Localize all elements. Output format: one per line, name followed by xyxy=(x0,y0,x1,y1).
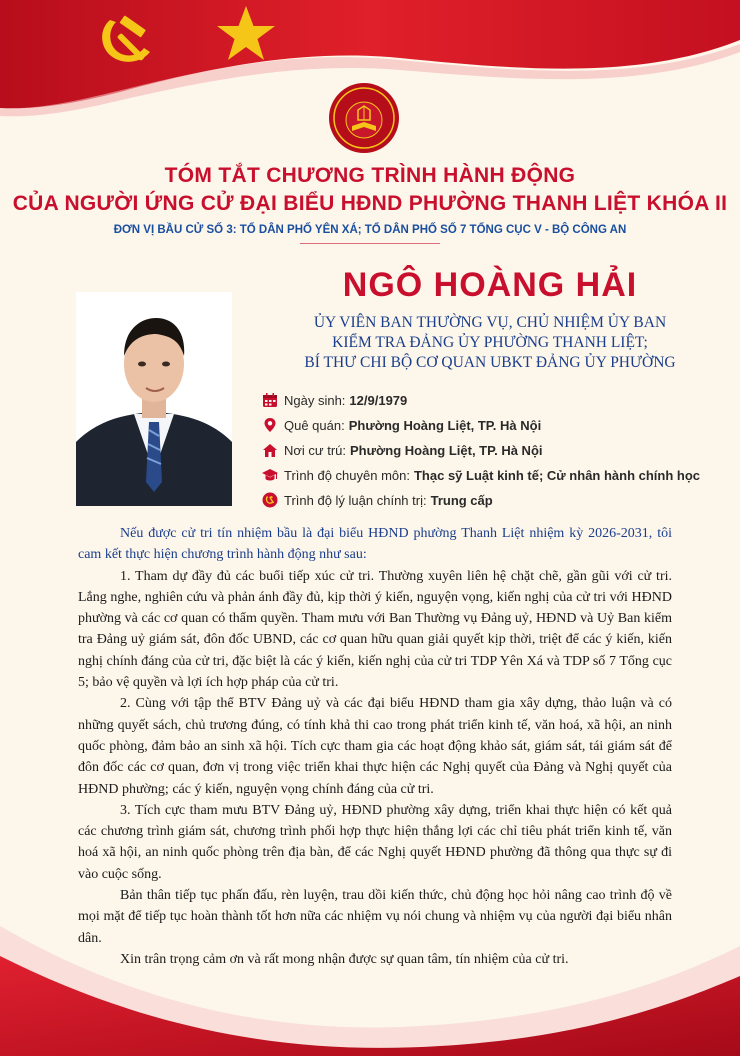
info-row-residence xyxy=(262,440,543,460)
constituency-label: ĐƠN VỊ BẦU CỬ SỐ 3: TỔ DÂN PHỐ YÊN XÁ; TỔ DÂN PHỐ SỐ 7 TỔNG CỤC V - BỘ CÔNG AN xyxy=(113,224,627,236)
info-label: Ngày sinh: xyxy=(284,392,346,408)
program-closing: Xin trân trọng cảm ơn và rất mong nhận được sự quan tâm, tín nhiệm của cử tri. xyxy=(120,951,569,967)
info-row-education xyxy=(262,465,700,485)
info-label: Trình độ chuyên môn: xyxy=(284,467,410,483)
program-item: 2. Cùng với tập thể BTV Đảng uỷ và các đại biểu HĐND tham gia xây dựng, thảo luận và có những quyết sách, chủ trương đúng, có tính khả thi cao trong phát triển kinh tế, văn hoá, xã hội, an ninh quốc phòng, đảm bảo an sinh xã hội. Tích cực tham gia các hoạt động khảo sát, giám sát, tái giám sát để đôn đốc các cơ quan, đơn vị trong việc triển khai thực hiện các Nghị quyết của Đảng và Nghị quyết của HĐND phường; các ý kiến, nguyện vọng chính đáng của cử tri. xyxy=(78,696,672,797)
hammer-sickle-icon xyxy=(262,492,278,508)
program-item: 3. Tích cực tham mưu BTV Đảng uỷ, HĐND phường xây dựng, triển khai thực hiện có kết quả các chương trình giám sát, chương trình phối hợp thực hiện thắng lợi các chỉ tiêu phát triển kinh tế, văn hoá xã hội, an ninh quốc phòng trên địa bàn, để các Nghị quyết HĐND phường đã thông qua thực sự đi vào cuộc sống. xyxy=(78,802,672,882)
program-item: Bản thân tiếp tục phấn đấu, rèn luyện, trau dồi kiến thức, chủ động học hỏi nâng cao trình độ về mọi mặt để tiếp tục hoàn thành tốt hơn nữa các nhiệm vụ nói chung và nhiệm vụ của người đại biểu nhân dân. xyxy=(78,888,672,946)
candidate-name: NGÔ HOÀNG HẢI xyxy=(342,266,638,304)
title-divider xyxy=(300,243,440,244)
candidate-position-line: ỦY VIÊN BAN THƯỜNG VỤ, CHỦ NHIỆM ỦY BAN xyxy=(313,314,667,331)
info-value: Phường Hoàng Liệt, TP. Hà Nội xyxy=(350,442,543,458)
document-title-line-1: TÓM TẮT CHƯƠNG TRÌNH HÀNH ĐỘNG xyxy=(164,164,576,187)
info-row-birthdate xyxy=(262,390,407,410)
calendar-icon xyxy=(262,392,278,408)
info-value: Trung cấp xyxy=(430,492,493,508)
location-pin-icon xyxy=(262,417,278,433)
info-value: Thạc sỹ Luật kinh tế; Cử nhân hành chính học xyxy=(413,467,701,483)
info-label: Quê quán: xyxy=(284,417,345,433)
info-value: 12/9/1979 xyxy=(349,392,408,408)
hammer-sickle-emblem xyxy=(96,12,170,68)
info-value: Phường Hoàng Liệt, TP. Hà Nội xyxy=(348,417,542,433)
info-row-hometown xyxy=(262,415,541,435)
program-item: 1. Tham dự đầy đủ các buổi tiếp xúc cử tri. Thường xuyên liên hệ chặt chẽ, gần gũi với cử tri. Lắng nghe, nghiên cứu và phản ánh đầy đủ, kịp thời ý kiến, nguyện vọng, kiến nghị của cử tri với HĐND phường và các cơ quan có thẩm quyền. Tham mưu với Ban Thường vụ Đảng uỷ, HĐND và Uỷ Ban kiểm tra Đảng uỷ giám sát, đôn đốc UBND, các cơ quan hữu quan giải quyết kịp thời, triệt để các ý kiến, kiến nghị chính đáng của cử tri, đặc biệt là các ý kiến, kiến nghị của cử tri TDP Yên Xá và TDP số 7 Tổng cục 5; bảo vệ quyền và lợi ích hợp pháp của cử tri. xyxy=(78,568,672,691)
action-program-text xyxy=(78,523,672,970)
program-intro: Nếu được cử tri tín nhiệm bầu là đại biểu HĐND phường Thanh Liệt nhiệm kỳ 2026-2031, tôi cam kết thực hiện chương trình hành động như sau: xyxy=(78,526,672,563)
graduation-cap-icon xyxy=(262,467,278,483)
document-title-line-2: CỦA NGƯỜI ỨNG CỬ ĐẠI BIỂU HĐND PHƯỜNG THANH LIỆT KHÓA II xyxy=(12,192,728,215)
info-label: Nơi cư trú: xyxy=(284,442,347,458)
info-row-political-theory xyxy=(262,490,493,510)
candidate-position-line: KIỂM TRA ĐẢNG ỦY PHƯỜNG THANH LIỆT; xyxy=(332,334,648,351)
info-label: Trình độ lý luận chính trị: xyxy=(284,492,427,508)
house-icon xyxy=(262,442,278,458)
gold-star xyxy=(214,2,278,66)
candidate-portrait xyxy=(76,292,232,506)
ward-seal xyxy=(328,82,400,154)
candidate-position-line: BÍ THƯ CHI BỘ CƠ QUAN UBKT ĐẢNG ỦY PHƯỜNG xyxy=(304,354,676,371)
